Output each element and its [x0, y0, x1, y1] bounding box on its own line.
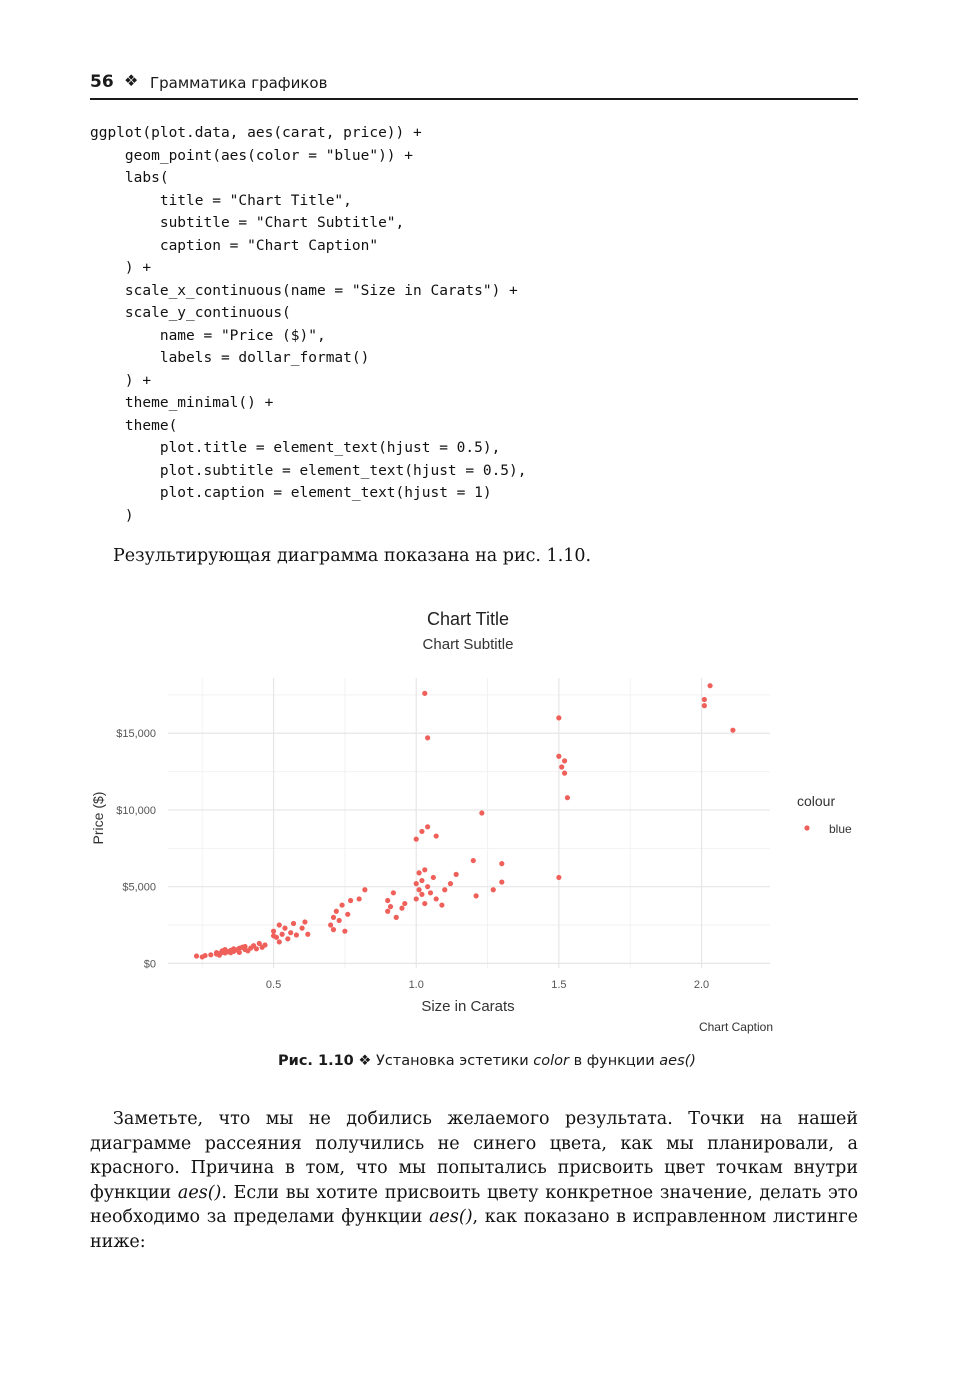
chapter-title: Грамматика графиков	[150, 74, 328, 92]
body-em-2: aes()	[429, 1207, 473, 1227]
code-line: theme_minimal() +	[124, 395, 274, 411]
data-point	[331, 927, 336, 932]
body-em-1: aes()	[177, 1182, 222, 1203]
data-point	[305, 932, 310, 937]
chart-subtitle: Chart Subtitle	[422, 636, 514, 653]
figure-label: Рис. 1.10	[278, 1053, 354, 1069]
caption-text-mid: в функции	[573, 1053, 655, 1069]
data-point	[422, 901, 427, 906]
caption-ornament-icon: ❖	[358, 1053, 372, 1069]
data-point	[431, 875, 436, 880]
data-point	[237, 950, 242, 955]
body-text-1: Заметьте, что мы не добились желаемого результата. Точки на нашей диаграмме рассеяния получились не синего цвета, как мы планировали, а красного. Причина в том, что мы попытались присвоить цвет точкам внутри функции	[90, 1109, 858, 1203]
data-point	[262, 942, 267, 947]
code-line: ) +	[124, 372, 152, 389]
ornament-icon: ❖	[124, 71, 139, 90]
data-point	[562, 771, 567, 776]
data-point	[331, 915, 336, 920]
data-point	[334, 909, 339, 914]
data-point	[345, 912, 350, 917]
data-point	[277, 939, 282, 944]
data-point	[499, 861, 504, 866]
legend-entry-blue: blue	[829, 822, 852, 836]
data-point	[414, 881, 419, 886]
data-point	[702, 697, 707, 702]
code-line: plot.title = element_text(hjust = 0.5),	[159, 440, 501, 456]
code-line: geom_point(aes(color = "blue")) +	[124, 147, 414, 164]
code-line: labels = dollar_format()	[159, 350, 370, 366]
minor-gridlines	[168, 678, 770, 968]
data-point	[399, 906, 404, 911]
data-point	[414, 896, 419, 901]
code-line: subtitle = "Chart Subtitle",	[159, 215, 405, 231]
data-point	[448, 881, 453, 886]
x-tick-label: 2.0	[693, 979, 710, 991]
data-point	[339, 902, 344, 907]
x-tick-labels	[266, 979, 709, 991]
code-line: plot.subtitle = element_text(hjust = 0.5),	[159, 462, 527, 479]
data-point	[285, 936, 290, 941]
data-point	[556, 715, 561, 720]
data-point	[425, 735, 430, 740]
data-point	[194, 953, 199, 958]
data-point	[391, 890, 396, 895]
legend-title: colour	[797, 793, 836, 809]
data-point	[562, 758, 567, 763]
data-point	[730, 728, 735, 733]
x-axis-label: Size in Carats	[421, 998, 515, 1015]
data-point	[337, 918, 342, 923]
data-point	[442, 887, 447, 892]
code-line: plot.caption = element_text(hjust = 1)	[159, 485, 492, 501]
intro-paragraph: Результирующая диаграмма показана на рис. 1.10.	[113, 546, 592, 566]
code-line: ) +	[124, 260, 152, 276]
y-tick-labels	[116, 728, 156, 970]
code-line: caption = "Chart Caption"	[159, 237, 379, 254]
code-line: title = "Chart Title",	[159, 192, 352, 209]
data-point	[299, 926, 304, 931]
data-point	[556, 875, 561, 880]
code-line: scale_x_continuous(name = "Size in Carats") +	[124, 282, 518, 299]
data-point	[282, 926, 287, 931]
data-point	[302, 919, 307, 924]
data-point	[499, 879, 504, 884]
code-line: )	[124, 507, 134, 524]
data-point	[491, 887, 496, 892]
data-point	[291, 921, 296, 926]
code-line: labs(	[124, 170, 169, 186]
code-line: ggplot(plot.data, aes(carat, price)) +	[90, 125, 422, 141]
data-points	[194, 683, 736, 959]
data-point	[294, 932, 299, 937]
data-point	[479, 810, 484, 815]
caption-text-pre: Установка эстетики	[375, 1053, 529, 1069]
data-point	[357, 896, 362, 901]
data-point	[402, 901, 407, 906]
y-tick-label: $15,000	[116, 728, 156, 741]
data-point	[439, 902, 444, 907]
data-point	[428, 890, 433, 895]
y-tick-label: $10,000	[116, 804, 156, 817]
chart-caption: Chart Caption	[698, 1020, 773, 1034]
caption-em-color: color	[533, 1053, 569, 1069]
code-line: theme(	[124, 417, 178, 434]
caption-em-aes: aes()	[659, 1053, 696, 1069]
data-point	[208, 952, 213, 957]
body-paragraph	[90, 1107, 858, 1254]
data-point	[471, 858, 476, 863]
data-point	[702, 703, 707, 708]
data-point	[434, 896, 439, 901]
data-point	[271, 929, 276, 934]
chart-title: Chart Title	[426, 609, 510, 629]
data-point	[328, 922, 333, 927]
data-point	[556, 754, 561, 759]
data-point	[707, 683, 712, 688]
data-point	[362, 887, 367, 892]
data-point	[274, 935, 279, 940]
data-point	[288, 930, 293, 935]
data-point	[422, 691, 427, 696]
y-tick-label: $0	[143, 958, 156, 971]
data-point	[242, 944, 247, 949]
x-tick-label: 1.5	[551, 979, 567, 991]
body-text-2: . Если вы хотите присвоить цвету конкретное значение, делать это необходимо за пределами функции	[90, 1182, 858, 1227]
code-line: scale_y_continuous(	[124, 305, 291, 321]
data-point	[454, 872, 459, 877]
y-tick-label: $5,000	[122, 881, 156, 894]
data-point	[202, 953, 207, 958]
data-point	[422, 867, 427, 872]
x-tick-label: 0.5	[265, 979, 282, 991]
major-gridlines	[168, 678, 770, 968]
figure-caption	[0, 1053, 974, 1069]
page-number: 56	[90, 72, 114, 92]
data-point	[434, 833, 439, 838]
data-point	[342, 929, 347, 934]
x-tick-label: 1.0	[408, 979, 424, 991]
data-point	[419, 829, 424, 834]
body-text-3: , как показано в исправленном листинге ниже:	[90, 1207, 859, 1252]
data-point	[416, 870, 421, 875]
scatter-chart	[80, 598, 860, 1038]
data-point	[254, 946, 259, 951]
data-point	[385, 898, 390, 903]
data-point	[559, 764, 564, 769]
data-point	[425, 884, 430, 889]
data-point	[474, 893, 479, 898]
y-axis-label: Price ($)	[90, 791, 106, 845]
data-point	[425, 824, 430, 829]
data-point	[414, 837, 419, 842]
data-point	[416, 887, 421, 892]
data-point	[394, 915, 399, 920]
code-listing	[90, 122, 527, 527]
data-point	[565, 795, 570, 800]
data-point	[280, 932, 285, 937]
data-point	[419, 878, 424, 883]
code-line: name = "Price ($)",	[159, 327, 326, 344]
data-point	[419, 892, 424, 897]
legend-key-point	[804, 825, 809, 830]
running-header	[90, 70, 858, 100]
data-point	[277, 922, 282, 927]
data-point	[385, 909, 390, 914]
data-point	[348, 898, 353, 903]
data-point	[388, 904, 393, 909]
